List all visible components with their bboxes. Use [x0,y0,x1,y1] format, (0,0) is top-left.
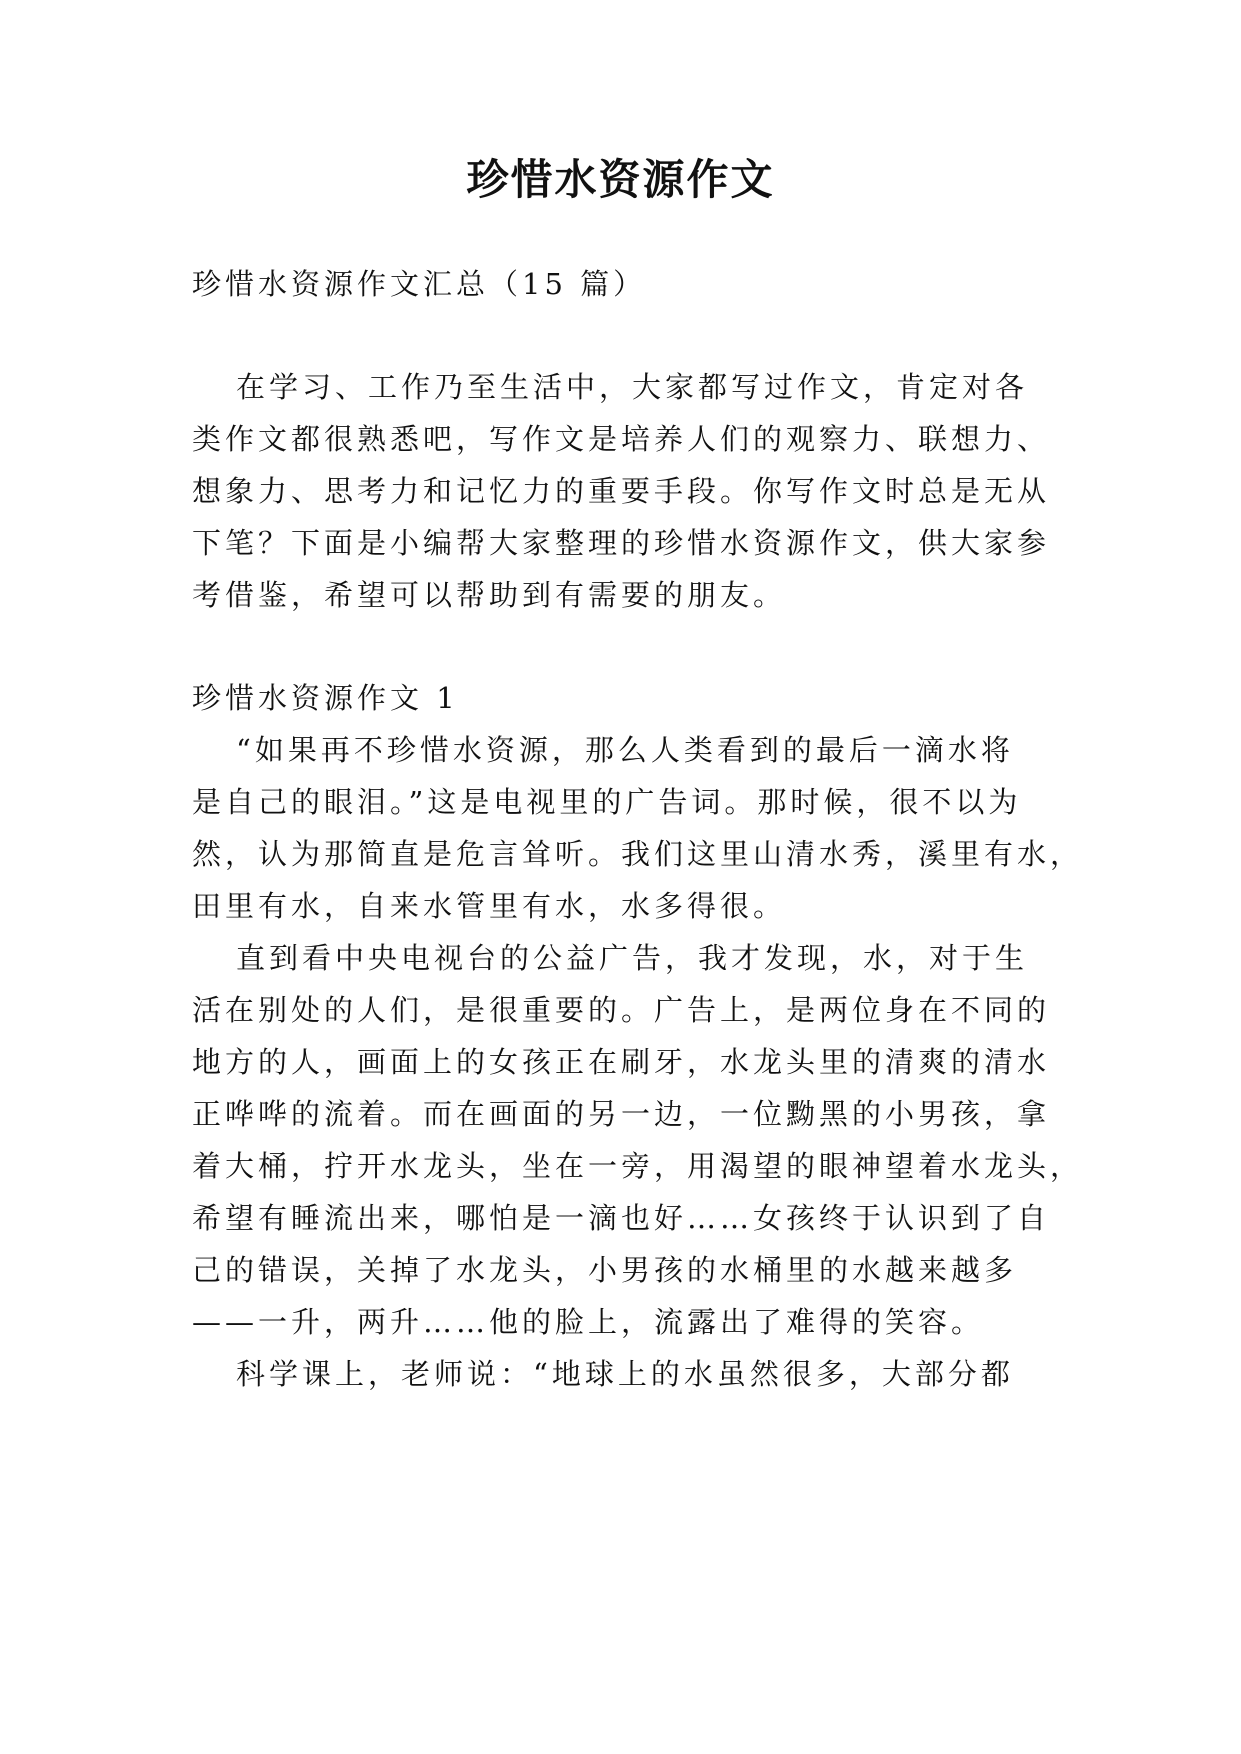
paragraph-line: 着大桶，拧开水龙头，坐在一旁，用渴望的眼神望着水龙头， [192,1149,1084,1183]
intro-line: 想象力、思考力和记忆力的重要手段。你写作文时总是无从 [192,474,1051,508]
paragraph-line: “如果再不珍惜水资源，那么人类看到的最后一滴水将 [236,733,1014,767]
paragraph-line: 地方的人，画面上的女孩正在刷牙，水龙头里的清爽的清水 [192,1045,1051,1079]
paragraph-line: 然，认为那简直是危言耸听。我们这里山清水秀，溪里有水， [192,837,1084,871]
document-title: 珍惜水资源作文 [466,155,775,204]
intro-line: 类作文都很熟悉吧，写作文是培养人们的观察力、联想力、 [192,422,1051,456]
intro-line: 在学习、工作乃至生活中，大家都写过作文，肯定对各 [236,370,1029,404]
paragraph-line: ——一升，两升……他的脸上，流露出了难得的笑容。 [192,1305,985,1339]
paragraph-line: 是自己的眼泪。”这是电视里的广告词。那时候，很不以为 [192,785,1022,819]
paragraph-line: 己的错误，关掉了水龙头，小男孩的水桶里的水越来越多 [192,1253,1018,1287]
intro-line: 考借鉴，希望可以帮助到有需要的朋友。 [192,578,787,612]
document-subtitle: 珍惜水资源作文汇总（15 篇） [192,267,647,301]
paragraph-line: 科学课上，老师说：“地球上的水虽然很多，大部分都 [236,1357,1014,1391]
paragraph-line: 田里有水，自来水管里有水，水多得很。 [192,889,787,923]
section-heading: 珍惜水资源作文 1 [192,681,459,715]
paragraph-line: 正哗哗的流着。而在画面的另一边，一位黝黑的小男孩，拿 [192,1097,1051,1131]
paragraph-line: 希望有睡流出来，哪怕是一滴也好……女孩终于认识到了自 [192,1201,1051,1235]
paragraph-line: 直到看中央电视台的公益广告，我才发现，水，对于生 [236,941,1029,975]
intro-line: 下笔？下面是小编帮大家整理的珍惜水资源作文，供大家参 [192,526,1051,560]
paragraph-line: 活在别处的人们，是很重要的。广告上，是两位身在不同的 [192,993,1051,1027]
